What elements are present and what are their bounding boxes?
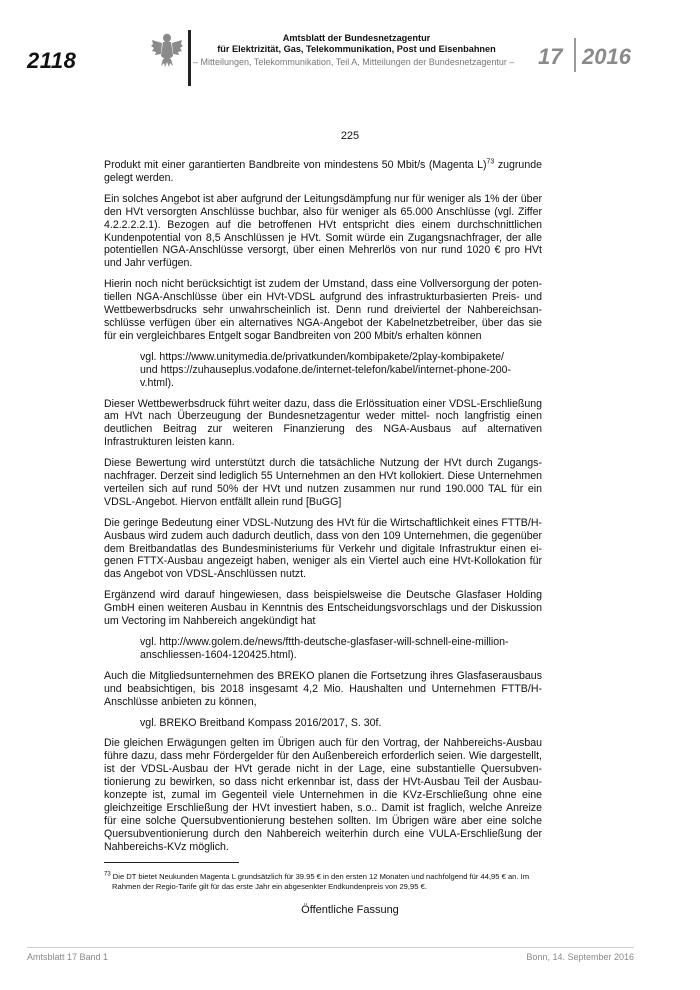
gazette-title xyxy=(194,33,519,55)
gazette-title-line1: Amtsblatt der Bundesnetzagentur xyxy=(282,33,431,43)
main-text xyxy=(104,159,542,892)
paragraph: Dieser Wettbewerbsdruck führt weiter dazu, dass die Erlössituation einer VDSL-Erschließung am HVt nach Überzeugung der Bundesnetzagentur weder mittel- noch langfristig einen deutlichen Beitrag zur weiteren Finanzierung des NGA-Ausbaus auf alternativen Infrastrukturen leisten kann. xyxy=(104,397,542,449)
paragraph: Auch die Mitgliedsunternehmen des BREKO planen die Fortsetzung ihres Glasfaserausbaus und beabsichtigen, bis 2018 insgesamt 4,2 Mio. Haushalten und Unternehmen FTTB/H-Anschlüsse anbieten zu können, xyxy=(104,669,542,708)
version-label: Öffentliche Fassung xyxy=(301,904,399,916)
citation-line: und https://zuhauseplus.vodafone.de/internet-telefon/kabel/internet-phone-200-v.html). xyxy=(140,363,512,389)
footnote xyxy=(104,872,542,892)
footnote-number: 73 xyxy=(104,871,111,878)
citation xyxy=(140,351,542,390)
issue-number: 17 xyxy=(538,44,563,69)
issue-divider xyxy=(574,38,576,72)
paragraph-text: Produkt mit einer garantierten Bandbreite von mindestens 50 Mbit/s (Magenta L) xyxy=(104,159,487,171)
paragraph-text: zugrunde gelegt werden. xyxy=(104,159,542,184)
footnote-reference: 73 xyxy=(486,158,495,166)
footer-issue: Amtsblatt 17 Band 1 xyxy=(27,952,109,962)
paragraph xyxy=(104,159,542,185)
paragraph: Ergänzend wird darauf hingewiesen, dass beispielsweise die Deutsche Glasfaser Holding GmbH einen weiteren Ausbau in Kenntnis des Entscheidungsvorschlags und der Diskussion um Vectoring im Nahbereich angekündigt hat xyxy=(104,589,542,628)
footer-divider xyxy=(27,947,634,948)
document-page-number: 225 xyxy=(340,130,360,142)
gazette-title-line2: für Elektrizität, Gas, Telekommunikation, Post und Eisenbahnen xyxy=(217,44,496,54)
footer-date: Bonn, 14. September 2016 xyxy=(526,952,634,962)
paragraph: Hierin noch nicht berücksichtigt ist zudem der Umstand, dass eine Vollversorgung der potentiellen NGA-Anschlüsse über ein HVt-VDSL aufgrund des infrastrukturbasierten Preis- und Wettbewerbsdrucks sehr unwahrscheinlich ist. Denn rund dreiviertel der Nahbereichsanschlüsse verfügen über ein alternatives NGA-Angebot der Kabelnetzbetreiber, über das sie für ein vergleichbares Entgelt sogar Bandbreiten von 200 Mbit/s erhalten können xyxy=(104,278,542,342)
citation: vgl. BREKO Breitband Kompass 2016/2017, S. 30f. xyxy=(140,716,382,729)
federal-eagle-icon xyxy=(150,32,184,68)
issue-year: 2016 xyxy=(582,44,631,69)
footnote-text: Die DT bietet Neukunden Magenta L grundsätzlich für 39.95 € in den ersten 12 Monaten und nachfolgend für 44,95 € an. Im Rahmen der Regio-Tarife gilt für das erste Jahr ein abgesenkter Endkundenpreis von 29,95 €. xyxy=(110,871,530,891)
citation: vgl. http://www.golem.de/news/ftth-deutsche-glasfaser-will-schnell-eine-million-anschliessen-1604-120425.html). xyxy=(140,636,509,661)
gazette-subtitle: – Mitteilungen, Telekommunikation, Teil A, Mitteilungen der Bundesnetzagentur – xyxy=(193,57,515,67)
paragraph: Diese Bewertung wird unterstützt durch die tatsächliche Nutzung der HVt durch Zugangsnachfrager. Derzeit sind lediglich 55 Unternehmen an den HVt kollokiert. Diese Unternehmen verteilen sich auf rund 50% der HVt und nutzen zusammen nur rund 190.000 TAL für ein VDSL-Angebot. Hiervon entfällt allein rund [BuGG] xyxy=(104,457,542,508)
header-divider xyxy=(188,30,191,86)
page-number: 2118 xyxy=(27,48,77,73)
paragraph: Ein solches Angebot ist aber aufgrund der Leitungsdämpfung nur für weniger als 1% der über den HVt versorgten Anschlüsse buchbar, also für weniger als 65.000 Anschlüsse (vgl. Ziffer 4.2.2.2.2.1). Bezogen auf die betroffenen HVt entspricht dies einem durchschnittlichen Kundenpotential von 8,5 Anschlüssen je HVt. Somit würde ein Zugangsnachfrager, der alle potentiellen NGA-Anschlüsse versorgt, über einen Mehrerlös von nur rund 1020 € pro HVt und Jahr verfügen. xyxy=(104,192,542,270)
paragraph: Die gleichen Erwägungen gelten im Übrigen auch für den Vortrag, der Nahbereichs-Ausbau führe dazu, dass mehr Fördergelder für den Außenbereich erforderlich seien. Wie dargestellt, ist der VDSL-Ausbau der HVt gerade nicht in der Lage, eine substantielle Quersubventionierung zu bewirken, so dass nicht erkennbar ist, dass der HVt-Ausbau Teil der Ausbaukonzepte ist, zumal im Gegenteil viele Unternehmen in die KVz-Erschließung ohne eine gleichzeitige Erschließung der HVt investiert haben, s.o.. Damit ist fraglich, welche Anreize für eine solche Quersubventionierung bestehen sollten. Im Übrigen wäre aber eine solche Quersubventionierung durch den Nahbereich weiterhin durch eine VULA-Erschließung der Nahbereichs-KVz möglich. xyxy=(104,737,542,853)
footnote-separator xyxy=(104,862,239,863)
citation-line: vgl. https://www.unitymedia.de/privatkunden/kombipakete/2play-kombipakete/ xyxy=(140,350,504,363)
paragraph: Die geringe Bedeutung einer VDSL-Nutzung des HVt für die Wirtschaftlichkeit eines FTTB/H-Ausbaus wird zudem auch dadurch deutlich, dass von den 109 Unternehmen, die gegenüber dem Breitbandatlas des Bundesministeriums für Verkehr und digitale Infrastruktur einen eigenen FTTX-Ausbau angezeigt haben, weniger als ein Viertel auch eine HVt-Kollokation für das Angebot von VDSL-Anschlüssen nutzt. xyxy=(104,516,542,581)
